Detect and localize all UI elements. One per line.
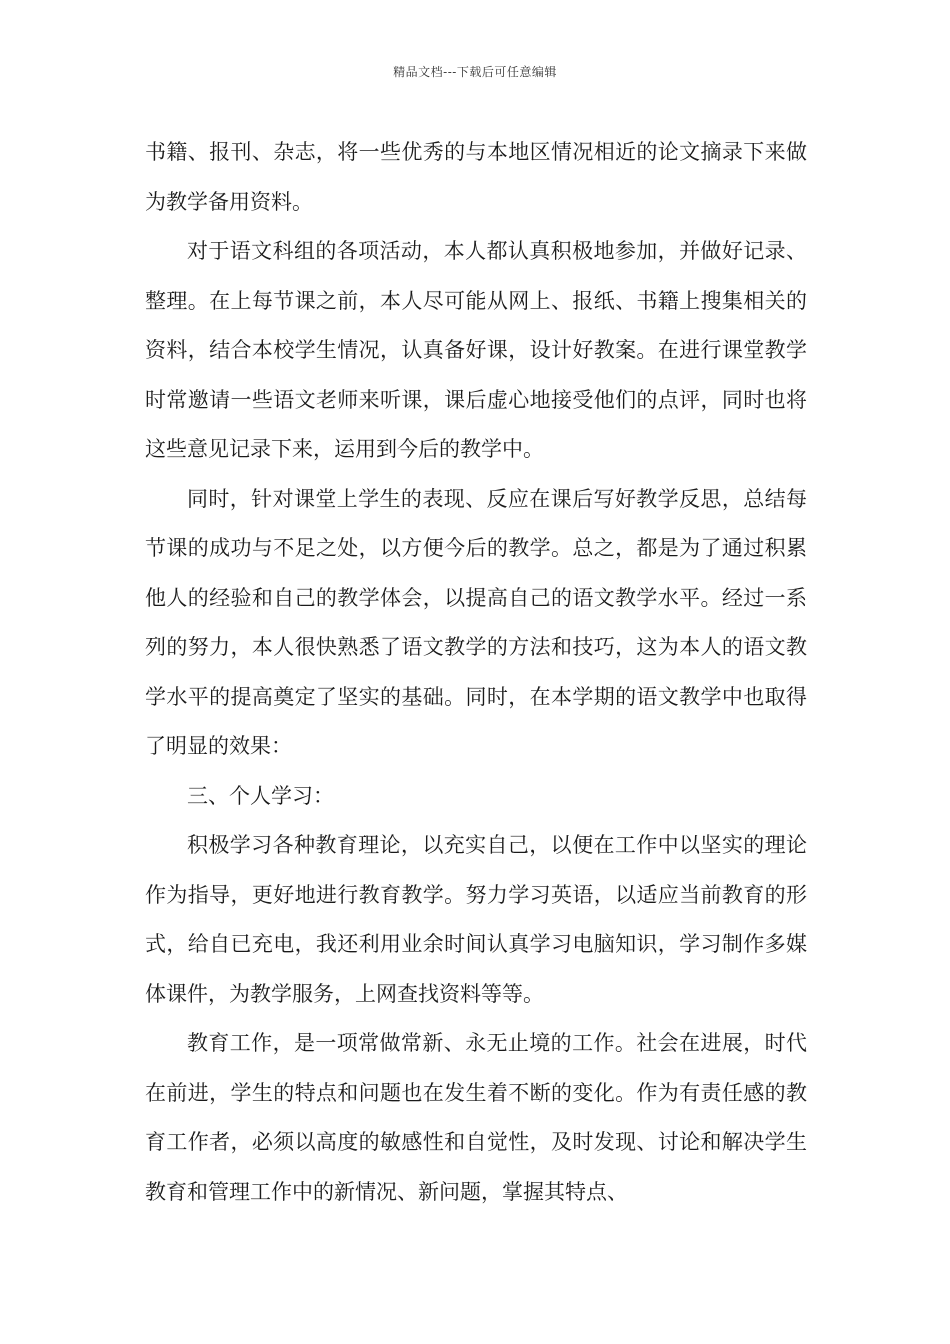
paragraph: 积极学习各种教育理论，以充实自己，以便在工作中以坚实的理论作为指导，更好地进行教育教学。努力学习英语，以适应当前教育的形式，给自已充电，我还利用业余时间认真学习电脑知识，学习制作多媒体课件，为教学服务，上网查找资料等等。 — [145, 833, 807, 1006]
document-body — [145, 128, 807, 1217]
paragraph: 教育工作，是一项常做常新、永无止境的工作。社会在进展，时代在前进，学生的特点和问题也在发生着不断的变化。作为有责任感的教育工作者，必须以高度的敏感性和自觉性，及时发现、讨论和解决学生教育和管理工作中的新情况、新问题，掌握其特点、 — [145, 1031, 807, 1204]
paragraph: 对于语文科组的各项活动，本人都认真积极地参加，并做好记录、整理。在上每节课之前，本人尽可能从网上、报纸、书籍上搜集相关的资料，结合本校学生情况，认真备好课，设计好教案。在进行课堂教学时常邀请一些语文老师来听课，课后虚心地接受他们的点评，同时也将这些意见记录下来，运用到今后的教学中。 — [145, 239, 807, 461]
paragraph-continuation: 书籍、报刊、杂志，将一些优秀的与本地区情况相近的论文摘录下来做为教学备用资料。 — [145, 140, 807, 214]
paragraph: 同时，针对课堂上学生的表现、反应在课后写好教学反思，总结每节课的成功与不足之处，以方便今后的教学。总之，都是为了通过积累他人的经验和自己的教学体会，以提高自己的语文教学水平。经过一系列的努力，本人很快熟悉了语文教学的方法和技巧，这为本人的语文教学水平的提高奠定了坚实的基础。同时，在本学期的语文教学中也取得了明显的效果： — [145, 486, 807, 758]
section-heading: 三、个人学习： — [187, 783, 334, 808]
page-header: 精品文档---下载后可任意编辑 — [393, 65, 557, 79]
